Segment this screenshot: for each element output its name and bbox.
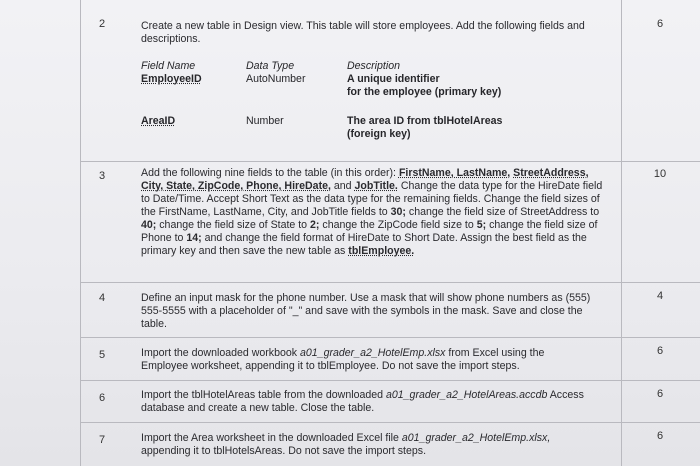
row-divider — [80, 380, 700, 381]
step-3-text: and — [330, 180, 355, 192]
file-hotelemp-xlsx: a01_grader_a2_HotelEmp.xlsx, — [401, 432, 551, 444]
step-4-instruction: Define an input mask for the phone number. Use a mask that will show phone numbers as (555) 555-5555 with a placeholder of "_" and save with the symbols in the mask. Save and close the table. — [141, 292, 591, 330]
step-number: 6 — [98, 392, 106, 404]
file-hotelareas-accdb: a01_grader_a2_HotelAreas.accdb — [385, 389, 548, 401]
step-3-text: change the field size of State to — [156, 219, 311, 231]
step-3-text: and change the field format of HireDate to Short Date. Assign the best field as the primary key and then save the new table as — [141, 232, 587, 257]
description-header: Description — [347, 60, 400, 72]
step-7-text: Import the Area worksheet in the downloaded Excel file — [141, 432, 402, 444]
field-areaid: AreaID — [141, 115, 176, 127]
step-3-instruction — [141, 167, 611, 258]
step-3-text: change the field size of StreetAddress to — [405, 206, 600, 218]
step-3-text: Change the data type for the HireDate field to Date/Time. Accept Short Text as the data type for the remaining fields. Change the field sizes of the FirstName, LastName, City, and JobTitle fields to — [141, 180, 603, 218]
file-hotelemp-xlsx: a01_grader_a2_HotelEmp.xlsx — [300, 347, 446, 359]
step-3-text: change the field size of Phone to — [141, 219, 598, 244]
step-7-text: appending it to tblHotelsAreas. Do not save the import steps. — [141, 445, 427, 457]
step-6-text: Import the tblHotelAreas table from the downloaded — [141, 389, 386, 401]
field-list-2: StreetAddress, City, State, ZipCode, Phone, HireDate, — [141, 167, 589, 192]
points-value: 6 — [656, 430, 664, 442]
desc-employeeid-1: A unique identifier — [347, 73, 440, 85]
step-number: 7 — [98, 434, 106, 446]
step-number: 4 — [98, 292, 106, 304]
row-divider — [80, 282, 700, 283]
field-jobtitle: JobTitle. — [354, 180, 398, 192]
column-divider-right — [621, 0, 622, 466]
row-divider — [80, 422, 700, 423]
step-5-text: Import the downloaded workbook — [141, 347, 300, 359]
points-value: 6 — [656, 388, 664, 400]
field-list-1: FirstName, LastName, — [398, 167, 511, 179]
desc-employeeid-2: for the employee (primary key) — [347, 86, 502, 98]
step-5-text: from Excel using the Employee worksheet, appending it to tblEmployee. Do not save the import steps. — [141, 347, 545, 372]
type-autonumber: AutoNumber — [246, 73, 306, 85]
column-divider-left — [80, 0, 81, 466]
step-2-instruction: Create a new table in Design view. This table will store employees. Add the following fields and descriptions. — [141, 20, 585, 45]
points-value: 6 — [656, 18, 664, 30]
row-divider — [80, 337, 700, 338]
points-value: 10 — [653, 168, 667, 180]
size-14: 14; — [186, 232, 202, 244]
table-tblemployee: tblEmployee. — [348, 245, 415, 257]
size-5: 5; — [476, 219, 487, 231]
data-type-header: Data Type — [246, 60, 295, 72]
size-2: 2; — [310, 219, 320, 231]
field-name-header: Field Name — [141, 60, 196, 72]
row-divider — [80, 161, 700, 162]
step-number: 5 — [98, 349, 106, 361]
points-value: 6 — [656, 345, 664, 357]
step-3-text: change the ZipCode field size to — [319, 219, 477, 231]
step-5-instruction — [141, 347, 581, 373]
step-3-text: Add the following nine fields to the table (in this order): — [141, 167, 399, 179]
step-number: 2 — [98, 18, 106, 30]
step-number: 3 — [98, 170, 106, 182]
step-6-text: Access database and create a new table. Close the table. — [141, 389, 584, 414]
size-30: 30; — [390, 206, 406, 218]
size-40: 40; — [141, 219, 157, 231]
field-employeeid: EmployeeID — [141, 73, 202, 85]
desc-areaid-1: The area ID from tblHotelAreas — [347, 115, 503, 127]
desc-areaid-2: (foreign key) — [347, 128, 411, 140]
points-value: 4 — [656, 290, 664, 302]
step-6-instruction — [141, 389, 611, 415]
type-number: Number — [246, 115, 284, 127]
step-7-instruction — [141, 432, 581, 458]
